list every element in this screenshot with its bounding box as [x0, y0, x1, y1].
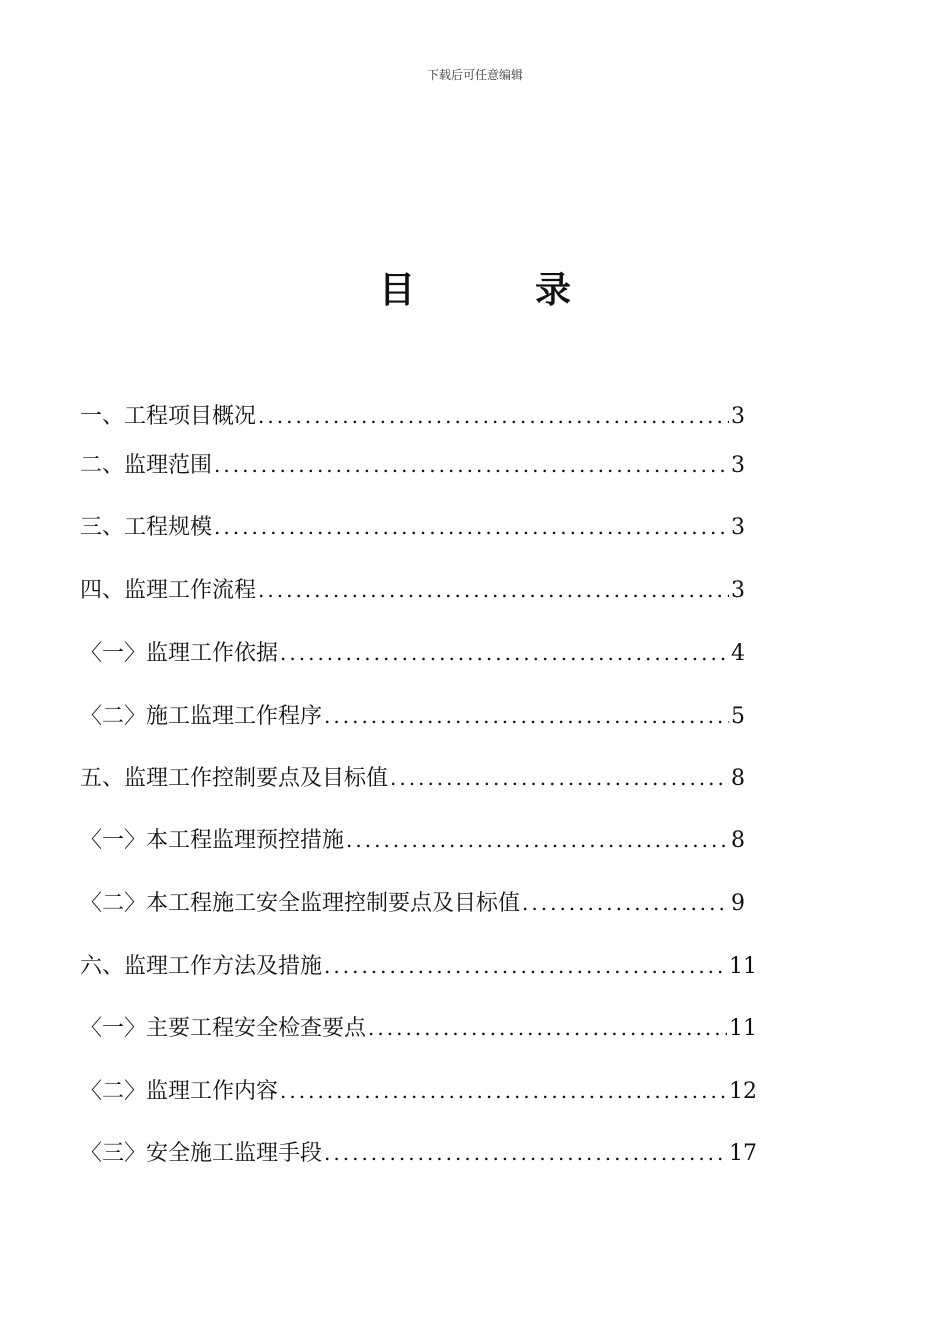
toc-leader-dots: [388, 762, 729, 794]
toc-entry[interactable]: [80, 1075, 757, 1107]
toc-entry-page: 9: [731, 891, 745, 916]
toc-entry-page: 3: [731, 404, 745, 429]
toc-entry[interactable]: [80, 449, 745, 481]
toc-entry[interactable]: [80, 700, 745, 732]
header-note: 下载后可任意编辑: [426, 68, 523, 82]
toc-leader-dots: [256, 400, 729, 432]
toc-entry-label: 六、监理工作方法及措施: [80, 954, 323, 979]
toc-leader-dots: [322, 950, 727, 982]
toc-entry-page: 4: [731, 641, 745, 666]
toc-entry[interactable]: [80, 887, 745, 919]
toc-entry-label: 〈二〉本工程施工安全监理控制要点及目标值: [80, 891, 521, 916]
toc-entry-label: 〈一〉本工程监理预控措施: [80, 828, 345, 853]
toc-leader-dots: [278, 1075, 727, 1107]
toc-entry[interactable]: [80, 950, 757, 982]
toc-entry-label: 五、监理工作控制要点及目标值: [80, 766, 389, 791]
toc-leader-dots: [322, 700, 729, 732]
toc-entry-label: 一、工程项目概况: [80, 404, 257, 429]
toc-entry-label: 四、监理工作流程: [80, 578, 257, 603]
toc-entry-page: 3: [731, 453, 745, 478]
toc-leader-dots: [322, 1137, 727, 1169]
toc-entry-page: 3: [731, 578, 745, 603]
toc-entry[interactable]: [80, 1137, 757, 1169]
toc-leader-dots: [212, 511, 729, 543]
toc-leader-dots: [278, 637, 729, 669]
toc-entry[interactable]: [80, 511, 745, 543]
toc-entry-page: 5: [731, 704, 745, 729]
toc-entry-page: 11: [729, 1016, 757, 1041]
toc-entry-label: 二、监理范围: [80, 453, 213, 478]
toc-entry-label: 三、工程规模: [80, 515, 213, 540]
toc-entry[interactable]: [80, 574, 745, 606]
toc-entry-page: 12: [729, 1079, 757, 1104]
toc-entry-page: 17: [729, 1141, 757, 1166]
toc-leader-dots: [256, 574, 729, 606]
toc-entry-label: 〈一〉监理工作依据: [80, 641, 279, 666]
toc-leader-dots: [366, 1012, 727, 1044]
title-char-2: 录: [535, 270, 572, 311]
toc-entry-page: 11: [729, 954, 757, 979]
toc-entry-label: 〈三〉安全施工监理手段: [80, 1141, 323, 1166]
toc-entry-page: 8: [731, 828, 745, 853]
toc-entry-page: 3: [731, 515, 745, 540]
toc-entry[interactable]: [80, 637, 745, 669]
toc-entry[interactable]: [80, 762, 745, 794]
toc-entry[interactable]: [80, 1012, 757, 1044]
toc-entry-label: 〈一〉主要工程安全检查要点: [80, 1016, 367, 1041]
toc-leader-dots: [344, 824, 729, 856]
title-char-1: 目: [378, 270, 415, 311]
toc-leader-dots: [212, 449, 729, 481]
toc-leader-dots: [520, 887, 729, 919]
toc-entry-label: 〈二〉监理工作内容: [80, 1079, 279, 1104]
toc-entry[interactable]: [80, 400, 745, 432]
toc-entry[interactable]: [80, 824, 745, 856]
toc-entry-label: 〈二〉施工监理工作程序: [80, 704, 323, 729]
toc-entry-page: 8: [731, 766, 745, 791]
